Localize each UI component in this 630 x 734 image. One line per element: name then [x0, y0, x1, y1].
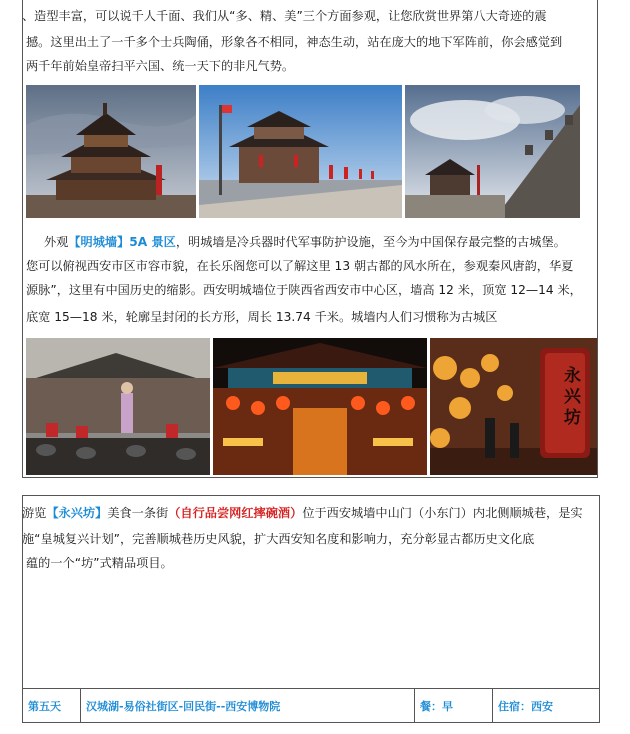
photo-night-gate-lanterns: [213, 338, 427, 475]
citywall-lead: 外观: [44, 235, 69, 249]
yxf-highlight-blue: 【永兴坊】: [46, 506, 108, 520]
footer-divider: [80, 689, 81, 723]
citywall-highlight: 【明城墙】5A 景区: [68, 235, 176, 249]
citywall-line1-rest: ，明城墙是冷兵器时代军事防护设施，至今为中国保存最完整的古城堡。: [175, 235, 566, 249]
footer-divider: [414, 689, 415, 723]
photo-tang-performance: [26, 338, 210, 475]
route-label: 汉城湖-易俗社街区-回民街--西安博物院: [86, 700, 281, 713]
paragraph-citywall-line1: [44, 236, 566, 248]
paragraph-citywall-line2: 您可以俯视西安市区市容市貌，在长乐阁您可以了解这里 13 朝古都的风水所在，参观秦风唐韵，华夏: [26, 259, 574, 273]
meals-label: 餐：早: [420, 700, 453, 713]
paragraph-yongxingfang-line1: [22, 507, 583, 519]
paragraph-yongxingfang-line2: 施“皇城复兴计划”，完善顺城巷历史风貌，扩大西安知名度和影响力，充分彰显古都历史文化底: [22, 532, 535, 546]
photo-city-wall-gate: [199, 85, 402, 218]
paragraph-citywall-line4: 底宽 15—18 米，轮廓呈封闭的长方形，周长 13.74 千米。城墙内人们习惯称为古城区: [26, 310, 498, 324]
paragraph-yongxingfang-line3: 蕴的一个“坊”式精品项目。: [26, 556, 173, 570]
paragraph-citywall-line3: 源脉”，这里有中国历史的缩影。西安明城墙位于陕西省西安市中心区，墙高 12 米，顶宽 12—14 米，: [26, 283, 582, 297]
yxf-highlight-red: （自行品尝网红摔碗酒）: [168, 506, 303, 520]
yxf-lead: 游览: [22, 506, 47, 520]
yxf-middle: 美食一条街: [107, 506, 169, 520]
photo-yongxingfang-street: [430, 338, 597, 475]
paragraph-terracotta-line3: 两千年前始皇帝扫平六国、统一天下的非凡气势。: [26, 59, 295, 73]
photo-wall-watchtower: [405, 85, 580, 218]
photo-bell-tower: [26, 85, 196, 218]
footer-divider: [492, 689, 493, 723]
itinerary-footer-row: [22, 688, 600, 723]
stay-label: 住宿：西安: [498, 700, 553, 713]
day-label: 第五天: [28, 700, 61, 713]
yxf-line1-rest: 位于西安城墙中山门（小东门）内北侧顺城巷，是实: [302, 506, 583, 520]
paragraph-terracotta-line1: 、造型丰富，可以说千人千面、我们从“多、精、美”三个方面参观，让您欣赏世界第八大奇迹的震: [22, 9, 547, 23]
yongxingfang-sign-text: 永兴坊: [560, 366, 580, 429]
paragraph-terracotta-line2: 撼。这里出土了一千多个士兵陶俑，形象各不相同，神态生动，站在庞大的地下军阵前，你会感觉到: [26, 35, 563, 49]
